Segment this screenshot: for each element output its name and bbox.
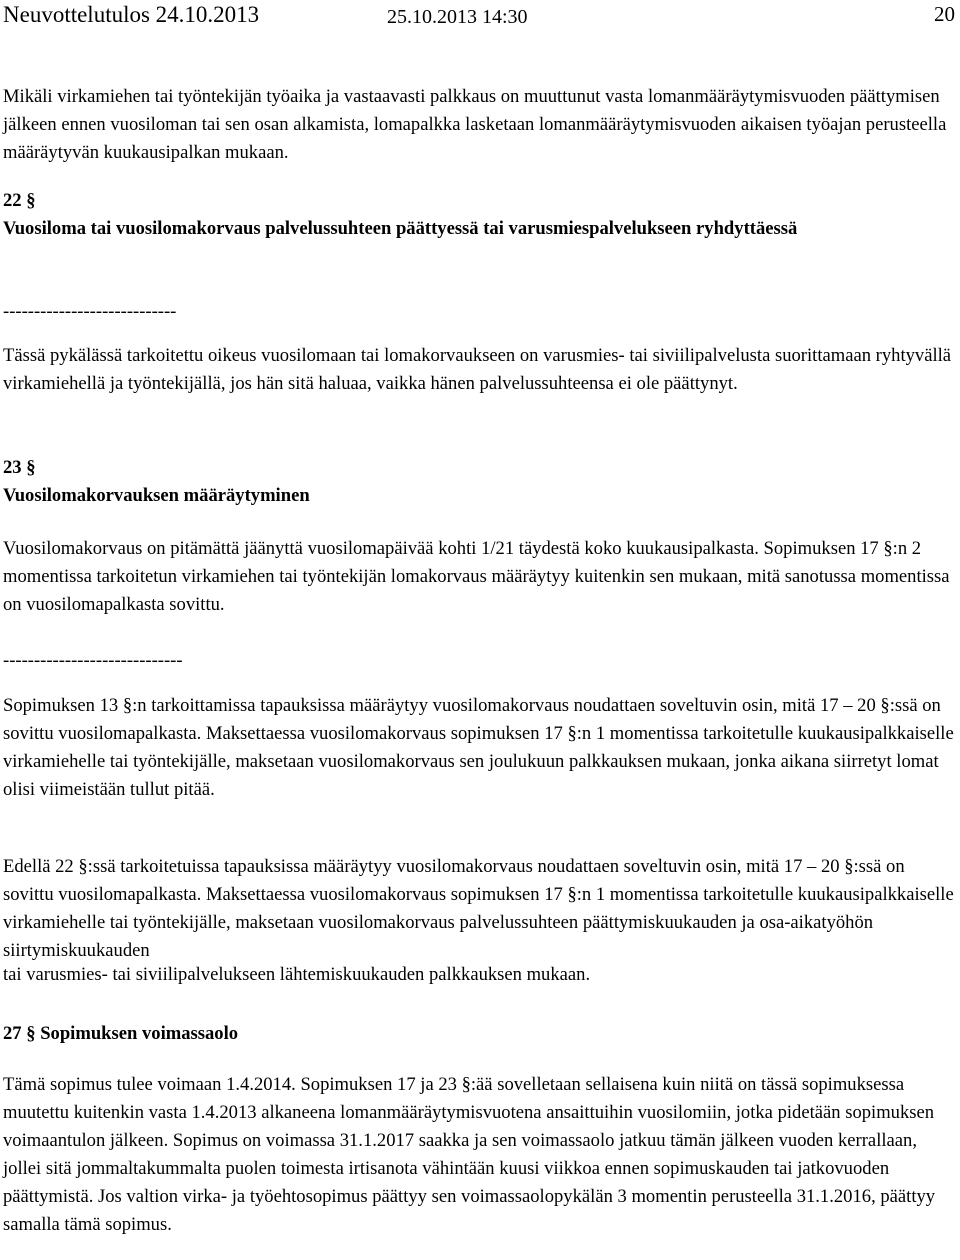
section-22-heading: [3, 187, 958, 243]
page-header: [3, 2, 955, 36]
section-23-paragraph: Vuosilomakorvaus on pitämättä jäänyttä vuosilomapäivää kohti 1/21 täydestä koko kuukausipalkasta. Sopimuksen 17 §:n 2 momentissa tarkoitetun virkamiehen tai työntekijän lomakorvaus määräytyy kuitenkin sen mukaan, mitä sanotussa momentissa on vuosilomapalkasta sovittu.: [3, 538, 950, 615]
section-number: 22 §: [3, 190, 36, 211]
separator-line: -----------------------------: [3, 650, 183, 671]
section-number: 23 §: [3, 457, 36, 478]
paragraph-13-section: Sopimuksen 13 §:n tarkoittamissa tapauksissa määräytyy vuosilomakorvaus noudattaen soveltuvin osin, mitä 17 – 20 §:ssä on sovittu vuosilomapalkasta. Maksettaessa vuosilomakorvaus sopimuksen 17 §:n 1 momentissa tarkoitetulle kuukausipalkkaiselle virkamiehelle tai työntekijälle, maksetaan vuosilomakorvaus sen joulukuun palkkauksen mukaan, jonka aikana siirretyt lomat olisi viimeistään tullut pitää.: [3, 695, 954, 800]
separator-line: ----------------------------: [3, 301, 177, 322]
page-number: 20: [934, 2, 955, 26]
section-title: Vuosiloma tai vuosilomakorvaus palvelussuhteen päättyessä tai varusmiespalvelukseen ryhdyttäessä: [3, 218, 798, 239]
paragraph-22-section-end: tai varusmies- tai siviilipalvelukseen lähtemiskuukauden palkkauksen mukaan.: [3, 964, 591, 985]
paragraph-22-section: Edellä 22 §:ssä tarkoitetuissa tapauksissa määräytyy vuosilomakorvaus noudattaen soveltuvin osin, mitä 17 – 20 §:ssä on sovittu vuosilomapalkasta. Maksettaessa vuosilomakorvaus sopimuksen 17 §:n 1 momentissa tarkoitetulle kuukausipalkkaiselle virkamiehelle tai työntekijälle, maksetaan vuosilomakorvaus palvelussuhteen päättymiskuukauden ja osa-aikatyöhön siirtymiskuukauden: [3, 856, 954, 961]
section-title: Vuosilomakorvauksen määräytyminen: [3, 485, 310, 506]
section-27-heading: 27 § Sopimuksen voimassaolo: [3, 1023, 239, 1044]
document-title: Neuvottelutulos 24.10.2013: [3, 2, 260, 27]
section-23-heading: [3, 454, 958, 510]
timestamp: 25.10.2013 14:30: [387, 6, 528, 28]
intro-paragraph: Mikäli virkamiehen tai työntekijän työaika ja vastaavasti palkkaus on muuttunut vasta lomanmääräytymisvuoden päättymisen jälkeen ennen vuosiloman tai sen osan alkamista, lomapalkka lasketaan lomanmääräytymisvuoden aikaisen työajan perusteella määräytyvän kuukausipalkan mukaan.: [3, 86, 947, 163]
section-27-paragraph: Tämä sopimus tulee voimaan 1.4.2014. Sopimuksen 17 ja 23 §:ää sovelletaan sellaisena kuin niitä on tässä sopimuksessa muutettu kuitenkin vasta 1.4.2013 alkaneena lomanmääräytymisvuotena ansaittuihin vuosilomiin, jotka pidetään sopimuksen voimaantulon jälkeen. Sopimus on voimassa 31.1.2017 saakka ja sen voimassaolo jatkuu tämän jälkeen vuoden kerrallaan, jollei sitä jommaltakummalta puolen toimesta irtisanota vähintään kuusi viikkoa ennen sopimuskauden tai jatkovuoden päättymistä. Jos valtion virka- ja työehtosopimus päättyy sen voimassaolopykälän 3 momentin perusteella 31.1.2016, päättyy samalla tämä sopimus.: [3, 1074, 936, 1235]
section-22-paragraph: Tässä pykälässä tarkoitettu oikeus vuosilomaan tai lomakorvaukseen on varusmies- tai siviilipalvelusta suorittamaan ryhtyvällä virkamiehellä ja työntekijällä, jos hän sitä haluaa, vaikka hänen palvelussuhteensa ei ole päättynyt.: [3, 345, 952, 394]
